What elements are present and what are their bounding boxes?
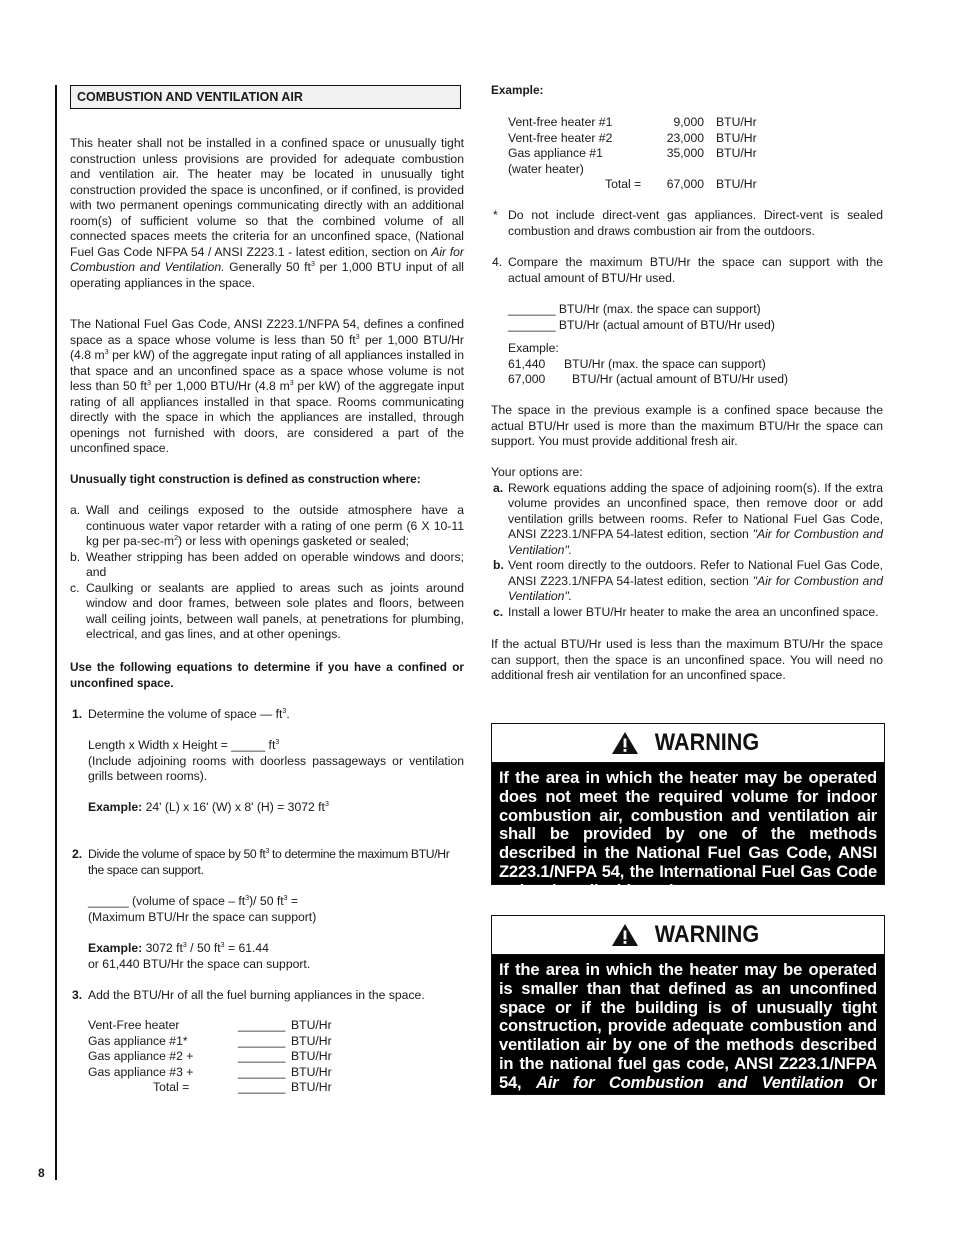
table-row: Total = _______ BTU/Hr xyxy=(153,1080,332,1094)
step-2: 2. Divide the volume of space by 50 $ft^3$ to determine the maximum BTU/Hr the space can support. xyxy=(72,847,450,877)
confined-result-paragraph: The space in the previous example is a confined space because the actual BTU/Hr used is more than the maximum BTU/Hr the space can support. You must provide additional fresh air. xyxy=(491,403,883,448)
warning-box-1 xyxy=(491,723,885,900)
step-1: 1. Determine the volume of space — $ft^3$. xyxy=(72,707,290,721)
table-row: Vent-free heater #2 23,000 BTU/Hr xyxy=(508,130,757,145)
warning-text: If the area in which the heater may be operated does not meet the required volume for indoor combustion air, combustion and ventilation air shall be provided by one of the methods described in the National Fuel Gas Code, ANSI Z223.1/NFPA 54, the International Fuel Gas Code or local applicable codes. xyxy=(499,768,877,900)
left-margin-rule xyxy=(55,85,57,1180)
table-row: Vent-Free heater _______ BTU/Hr xyxy=(88,1018,332,1032)
example-heading: Example: xyxy=(491,83,544,97)
table-row: (water heater) xyxy=(508,161,584,176)
warning-title: WARNING xyxy=(654,921,760,949)
table-row: Gas appliance #2 + _______ BTU/Hr xyxy=(88,1049,332,1063)
tight-construction-heading: Unusually tight construction is defined as construction where: xyxy=(70,472,421,486)
warning-title: WARNING xyxy=(654,729,760,757)
list-item: c. Caulking or sealants are applied to areas such as joints around window and door frames, between sole plates and floors, between wall ceiling joints, between wall panels, at penetrations for plumbing, electrical, and gas lines, and at other openings. xyxy=(70,580,464,641)
equations-heading: Use the following equations to determine if you have a confined or unconfined space. xyxy=(70,660,464,690)
warning-header xyxy=(492,916,884,955)
example-table xyxy=(491,115,883,193)
confined-definition-paragraph: The National Fuel Gas Code, ANSI Z223.1/NFPA 54, defines a confined space as a space whose volume is less than 50 $ft^3$ per 1,000 BTU/Hr (4.8 $m^3$ per kW) of the aggregate input rating of all appliances installed in that space and an unconfined space as a space whose volume is not less than 50 $ft^3$ per 1,000 BTU/Hr (4.8 $m^3$ per kW) of the aggregate input rating of all appliances installed in that space. Rooms communicating directly with the space in which the appliances are installed, through openings not furnished with doors, are considered a part of the unconfined space. xyxy=(70,317,464,455)
warning-header xyxy=(492,724,884,763)
warning-box-2 xyxy=(491,915,885,1111)
step-2-blank: ______ (volume of space – $ft^3)/$ 50 $ft^3$ = (Maximum BTU/Hr the space can support) xyxy=(88,894,317,924)
options-list: Your options are: a. Rework equations adding the space of adjoining room(s). If the extra volume provides an unconfined space, then remove door or add ventilation grills between rooms. Refer to National Fuel Gas Code, ANSI Z223.1/NFPA 54-latest edition, section "Air for Combustion and Ventilation". b. Vent room directly to the outdoors. Refer to National Fuel Gas Code, ANSI Z223.1/NFPA 54-latest edition, section "Air for Combustion and Ventilation". c. Install a lower BTU/Hr heater to make the area an unconfined space. xyxy=(491,465,883,619)
step-3-table xyxy=(70,1018,464,1096)
table-row: Vent-free heater #1 9,000 BTU/Hr xyxy=(508,115,757,129)
step-2-example: Example: 3072 $ft^3 / 50$ $ft^3 = 61.44$ or 61,440 BTU/Hr the space can support. xyxy=(88,941,311,971)
table-row: Total = 67,000 BTU/Hr xyxy=(605,177,757,191)
tight-construction-list xyxy=(70,503,464,643)
list-item: b. Weather stripping has been added on operable windows and doors; and xyxy=(70,549,464,579)
step-4-example: Example: 61,440 BTU/Hr (max. the space can support) 67,000 BTU/Hr (actual amount of BTU/Hr used) xyxy=(508,341,789,386)
step-4-blanks: _______ BTU/Hr (max. the space can support) _______ BTU/Hr (actual amount of BTU/Hr used) xyxy=(508,302,775,332)
warning-triangle-icon xyxy=(611,923,639,947)
section-title: COMBUSTION AND VENTILATION AIR xyxy=(70,85,461,109)
unconfined-result-paragraph: If the actual BTU/Hr used is less than the maximum BTU/Hr the space can support, then the space is an unconfined space. You will need no additional fresh air ventilation for an unconfined space. xyxy=(491,637,883,682)
page-number: 8 xyxy=(38,1166,45,1180)
table-row: Gas appliance #1 35,000 BTU/Hr xyxy=(508,146,757,160)
list-item: a. Wall and ceilings exposed to the outside atmosphere have a continuous water vapor retarder with a rating of one perm (6 X 10-11 kg per $pa-\sec-m^2$) or less with openings gasketed or sealed; xyxy=(70,503,464,548)
table-row: Gas appliance #1* _______ BTU/Hr xyxy=(88,1033,332,1048)
step-1-example: Example: 24' (L) x 16' (W) x 8' (H) = 3072 $ft^3$ xyxy=(88,800,329,814)
warning-triangle-icon xyxy=(611,731,639,755)
step-3: 3. Add the BTU/Hr of all the fuel burning appliances in the space. xyxy=(72,988,425,1002)
footnote: * Do not include direct-vent gas appliances. Direct-vent is sealed combustion and draws combustion air from the outdoors. xyxy=(493,208,883,238)
table-row: Gas appliance #3 + _______ BTU/Hr xyxy=(88,1064,332,1079)
step-1-formula: Length x Width x Height = _____ $ft^3$ (Include adjoining rooms with doorless passageways or ventilation grills between rooms). xyxy=(88,738,464,783)
intro-paragraph: This heater shall not be installed in a confined space or unusually tight construction unless provisions are provided for adequate combustion and ventilation air. The heater may be located in unusually tight construction provided the space is unconfined, or if confined, is provided with two permanent openings communicating directly with an additional room(s) of sufficient volume so that the combined volume of all connected spaces meets the criteria for an unconfined space, (National Fuel Gas Code NFPA 54 / ANSI Z223.1 - latest edition, section on Air for Combustion and Ventilation. Generally 50 $ft^3$ per 1,000 BTU input of all operating appliances in the space. xyxy=(70,136,465,290)
step-4: 4. Compare the maximum BTU/Hr the space can support with the actual amount of BTU/Hr used. xyxy=(492,255,883,285)
warning-text: If the area in which the heater may be operated is smaller than that defined as an unconfined space or if the building is of unusually tight construction, provide adequate combustion and ventilation air by one of the methods described in the national fuel gas code, ANSI Z223.1/NFPA 54, Air for Combustion and Ventilation Or applicable local codes. xyxy=(499,960,877,1111)
